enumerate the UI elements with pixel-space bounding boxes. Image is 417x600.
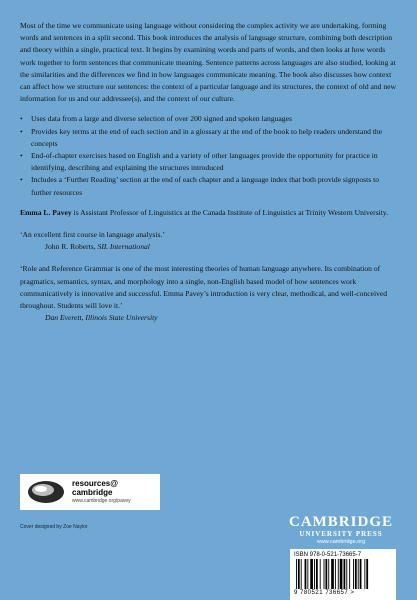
- book-description: Most of the time we communicate using language without considering the complex activity we are undertaking, forming words and sentences in a split second. This book introduces the analysis of language structure, combining both description and theory within a single, practical text. It begins by examining words and parts of words, and then looks at how words work together to form sentences that communicate meaning. Sentence patterns across languages are also studied, looking at the similarities and the differences we find in how languages communicate meaning. The book also discusses how context can affect how we structure our sentences: the context of a particular language and its structures, the context of old and new information for us and our addressee(s), and the context of our culture.: [20, 21, 397, 104]
- isbn-label: ISBN 978-0-521-73665-7: [294, 552, 362, 558]
- feature-list: [20, 113, 398, 198]
- publisher-url: www.cambridge.org: [316, 539, 366, 545]
- reviewer-name: Dan Everett,: [45, 313, 86, 323]
- quote-text: ‘Role and Reference Grammar is one of the most interesting theories of human language anywhere. Its combination of pragmatics, semantics, syntax, and morphology into a single, non-English based model of how sentences work communicatively is innovative and successful. Emma Pavey’s introduction is very clear, methodical, and well-conceived throughout. Students will love it.’: [20, 264, 388, 311]
- barcode-digits: 9 780521 736657 >: [294, 590, 355, 596]
- feature-item: • Uses data from a large and diverse selection of over 200 signed and spoken languages: [20, 113, 398, 125]
- quote-text: ‘An excellent first course in language analysis.’: [20, 230, 165, 240]
- feature-item: • Includes a ‘Further Reading’ section at the end of each chapter and a language index that both provide signposts to further resources: [20, 174, 398, 198]
- author-name: Emma L. Pavey: [20, 207, 72, 217]
- reviewer-name: John R. Roberts,: [45, 242, 98, 252]
- resources-url: www.cambridge.org/pavey: [72, 497, 131, 504]
- resources-line1: resources@: [72, 478, 119, 488]
- resources-swoosh-icon: [26, 478, 66, 506]
- publisher-logo: [286, 515, 396, 546]
- quote-attribution: [20, 312, 398, 324]
- resources-text: [72, 479, 131, 506]
- resources-line2: cambridge: [72, 487, 113, 497]
- cover-text: [20, 20, 398, 334]
- quote-attribution: [20, 241, 398, 253]
- reviewer-affiliation: SIL International: [97, 242, 150, 252]
- reviewer-affiliation: Illinois State University: [85, 313, 158, 323]
- publisher-name: CAMBRIDGE: [288, 514, 393, 530]
- cover-designer-credit: Cover designed by Zoe Naylor: [20, 524, 88, 530]
- barcode-icon: [294, 559, 392, 589]
- resources-logo[interactable]: [20, 474, 160, 510]
- author-description: is Assistant Professor of Linguistics at the Canada Institute of Linguistics at Trinity Western University.: [71, 207, 389, 217]
- feature-item: • End-of-chapter exercises based on English and a variety of other languages provide the opportunity for practice in identifying, describing and explaining the structures introduced: [20, 150, 398, 174]
- barcode-panel: [290, 549, 396, 600]
- review-quote: [20, 263, 398, 324]
- feature-item: • Provides key terms at the end of each section and in a glossary at the end of the book to help readers understand the concepts: [20, 126, 398, 150]
- review-quote: [20, 229, 398, 253]
- publisher-subtitle: UNIVERSITY PRESS: [299, 530, 383, 538]
- author-bio: [20, 207, 398, 219]
